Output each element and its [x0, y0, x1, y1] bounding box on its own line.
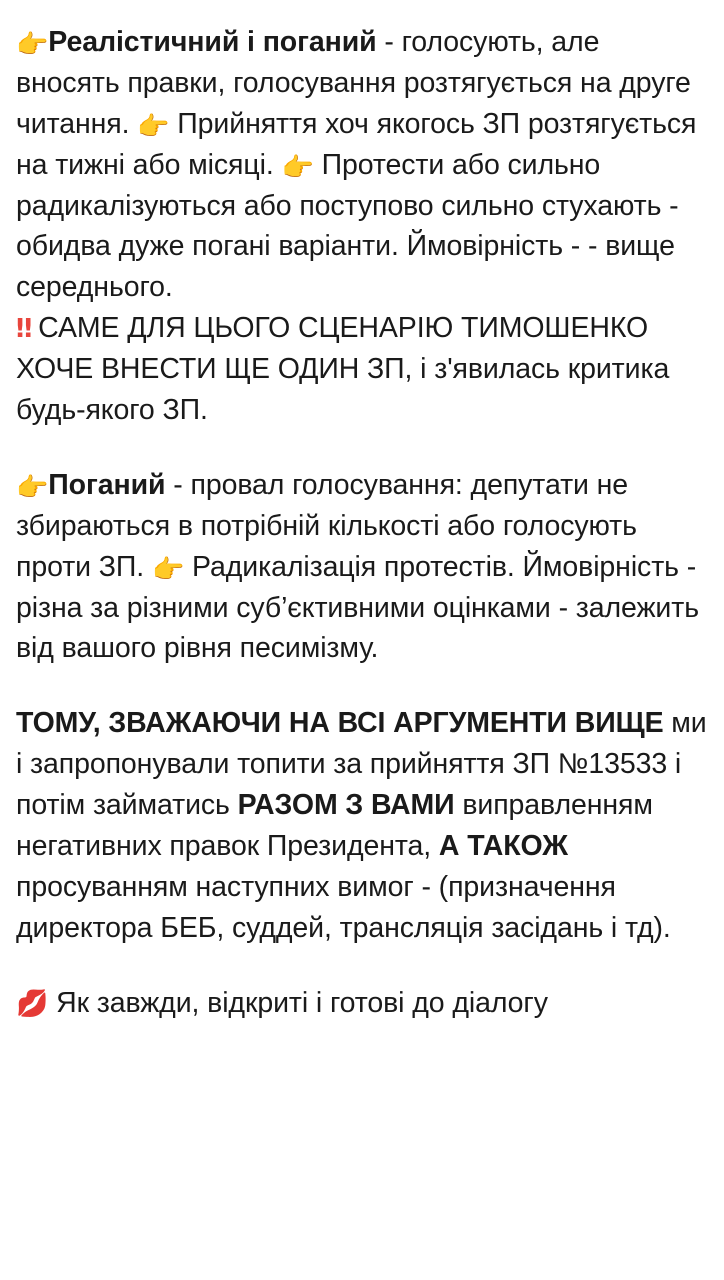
double-exclamation-mark-icon: ‼ [16, 314, 31, 345]
bold-text: ТОМУ, ЗВАЖАЮЧИ НА ВСІ АРГУМЕНТИ ВИЩЕ [16, 707, 664, 740]
body-text: САМЕ ДЛЯ ЦЬОГО СЦЕНАРІЮ ТИМОШЕНКО ХОЧЕ ВНЕСТИ ЩЕ ОДИН ЗП, і з'явилась критика будь-якого ЗП. [16, 312, 670, 427]
body-text: Протести або сильно радикалізуються або поступово сильно стухають - обидва дуже погані варіанти. Ймовірність - - вище середнього. [16, 148, 679, 304]
paragraph-list [16, 22, 708, 1024]
bold-text: Поганий [48, 468, 166, 501]
kiss-mark-icon: 💋 [16, 988, 49, 1019]
bold-text: А ТАКОЖ [438, 830, 568, 863]
body-text: ми і запропонували топити за прийняття ЗП №13533 і потім займатись [16, 707, 707, 822]
body-text: просуванням наступних вимог - (призначення директора БЕБ, суддей, трансляція засідань і тд). [16, 870, 671, 944]
paragraph [16, 308, 708, 431]
bold-text: Реалістичний і поганий [48, 26, 377, 58]
body-text: виправленням негативних правок Президента, [16, 789, 653, 863]
backhand-index-pointing-right-icon: 👉 [16, 472, 49, 503]
body-text: - провал голосування: депутати не збираються в потрібній кількості або голосують проти ЗП. [16, 468, 637, 583]
backhand-index-pointing-right-icon: 👉 [16, 30, 49, 60]
backhand-index-pointing-right-icon: 👉 [137, 111, 170, 142]
paragraph [16, 465, 708, 669]
body-text: - голосують, але вносять правки, голосування розтягується на друге читання. [16, 26, 691, 140]
paragraph [16, 22, 708, 308]
paragraph [16, 703, 708, 948]
backhand-index-pointing-right-icon: 👉 [281, 152, 314, 183]
backhand-index-pointing-right-icon: 👉 [151, 554, 185, 585]
paragraph [16, 983, 708, 1024]
body-text: Радикалізація протестів. Ймовірність - різна за різними суб’єктивними оцінками - залежить від вашого рівня песимізму. [16, 550, 699, 665]
body-text: Як завжди, відкриті і готові до діалогу [48, 986, 548, 1019]
body-text: Прийняття хоч якогось ЗП розтягується на тижні або місяці. [16, 107, 697, 181]
bold-text: РАЗОМ З ВАМИ [237, 789, 455, 822]
